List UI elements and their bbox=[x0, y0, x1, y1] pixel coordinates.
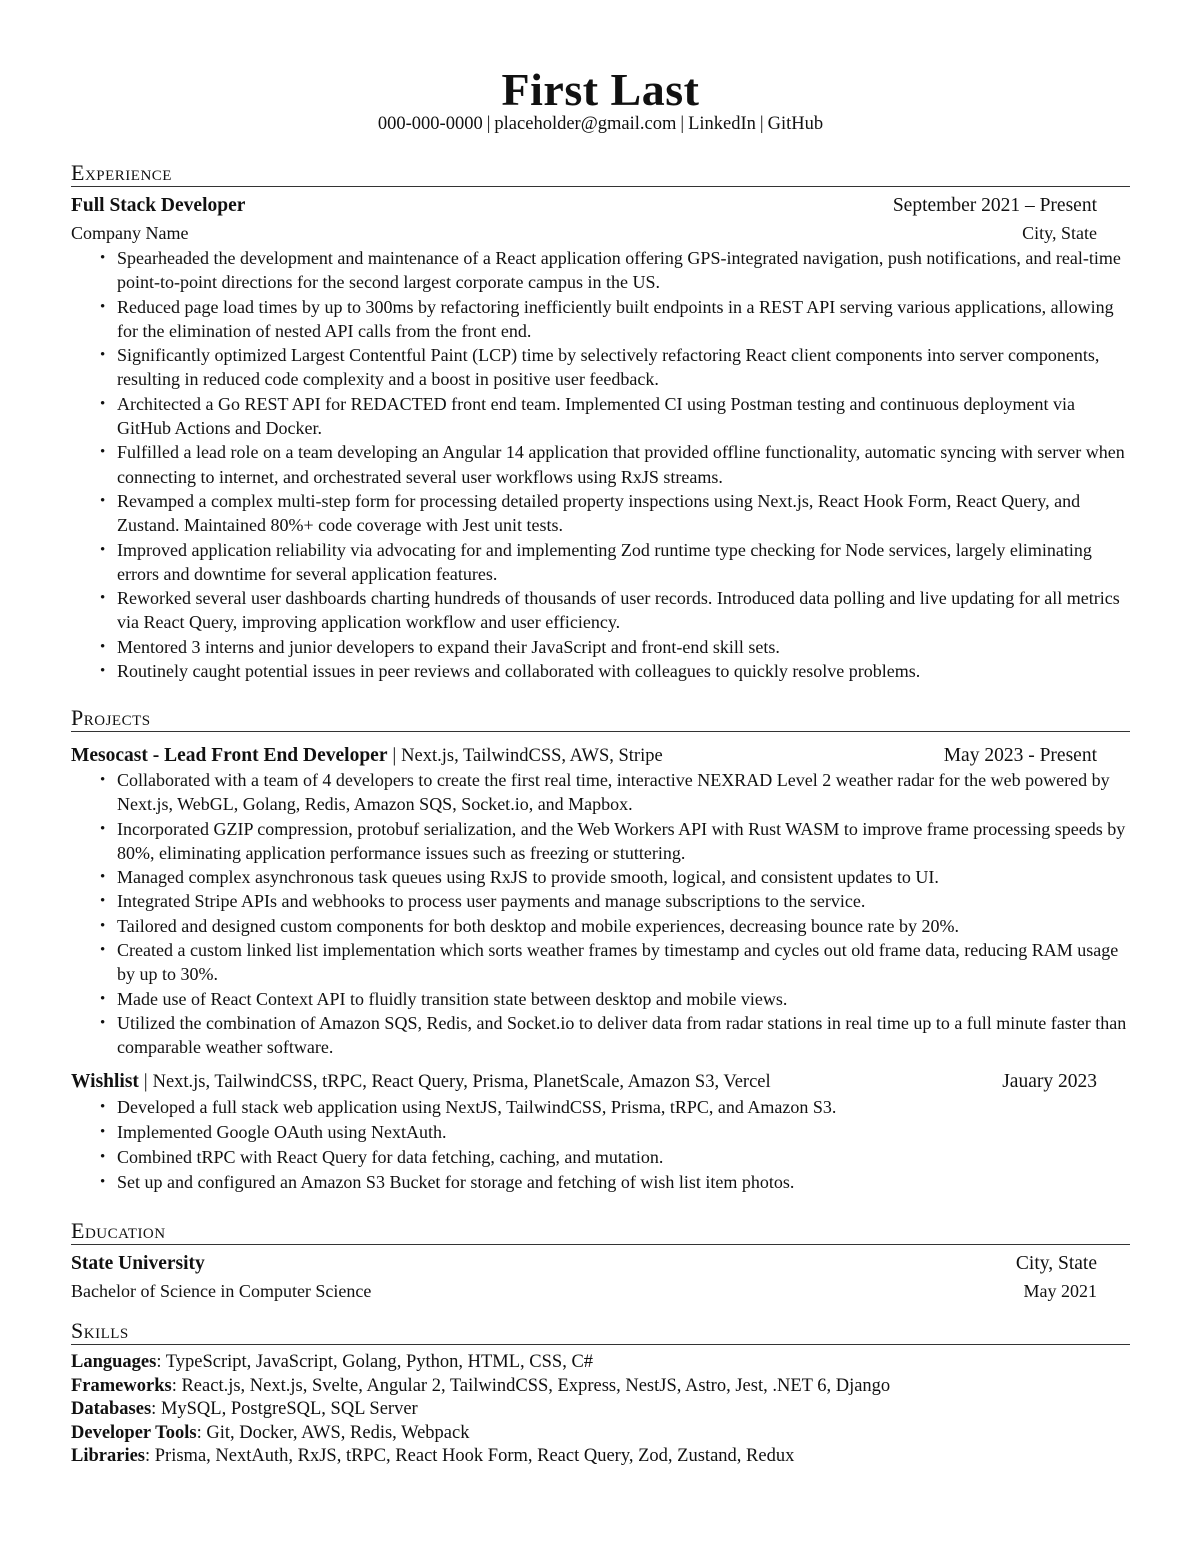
experience-section bbox=[71, 160, 1130, 683]
bullet-item: • Managed complex asynchronous task queues using RxJS to provide smooth, logical, and consistent updates to UI. bbox=[117, 865, 1130, 889]
job-role: Full Stack Developer bbox=[71, 195, 246, 216]
bullet-item: • Created a custom linked list implementation which sorts weather frames by timestamp and cycles out old frame data, reducing RAM usage by up to 30%. bbox=[117, 938, 1130, 987]
bullet-item: • Architected a Go REST API for REDACTED front end team. Implemented CI using Postman testing and continuous deployment via GitHub Actions and Docker. bbox=[117, 392, 1130, 441]
section-rule bbox=[71, 1244, 1130, 1245]
project-dates: Jauary 2023 bbox=[1002, 1070, 1097, 1092]
bullet-item: • Reduced page load times by up to 300ms by refactoring inefficiently built endpoints in a REST API serving various applications, allowing for the elimination of nested API calls from the front end. bbox=[117, 295, 1130, 344]
section-title: Education bbox=[71, 1218, 166, 1243]
bullet-item: • Significantly optimized Largest Contentful Paint (LCP) time by selectively refactoring React client components into server components, resulting in reduced code complexity and a boost in positive user feedback. bbox=[117, 343, 1130, 392]
skill-row: Databases: MySQL, PostgreSQL, SQL Server bbox=[71, 1399, 418, 1420]
skill-row: Developer Tools: Git, Docker, AWS, Redis, Webpack bbox=[71, 1422, 470, 1443]
graduation-date: May 2021 bbox=[1023, 1281, 1097, 1301]
job-dates: September 2021 – Present bbox=[892, 195, 1097, 216]
skill-row: Frameworks: React.js, Next.js, Svelte, Angular 2, TailwindCSS, Express, NestJS, Astro, Jest, .NET 6, Django bbox=[71, 1375, 891, 1396]
project-name: Mesocast - Lead Front End Developer bbox=[71, 745, 388, 766]
project-bullets bbox=[71, 1095, 1130, 1195]
bullet-item: • Utilized the combination of Amazon SQS, Redis, and Socket.io to deliver data from radar stations in real time up to a full minute faster than comparable weather software. bbox=[117, 1011, 1130, 1060]
job-header bbox=[71, 194, 1130, 218]
skill-label: Languages bbox=[71, 1352, 157, 1372]
skill-label: Libraries bbox=[71, 1446, 145, 1467]
company-name: Company Name bbox=[71, 223, 189, 243]
project-dates: May 2023 - Present bbox=[943, 745, 1097, 766]
education-header bbox=[71, 1252, 1130, 1276]
project-name: Wishlist bbox=[71, 1070, 139, 1092]
candidate-name: First Last bbox=[501, 64, 700, 115]
linkedin-link[interactable]: LinkedIn bbox=[688, 114, 756, 134]
bullet-item: • Revamped a complex multi-step form for processing detailed property inspections using Next.js, React Hook Form, React Query, and Zustand. Maintained 80%+ code coverage with Jest unit tests. bbox=[117, 489, 1130, 538]
projects-section bbox=[71, 705, 1130, 1195]
project-header bbox=[71, 744, 1130, 768]
project-tech: Next.js, TailwindCSS, tRPC, React Query, Prisma, PlanetScale, Amazon S3, Vercel bbox=[152, 1071, 771, 1092]
bullet-item: • Combined tRPC with React Query for data fetching, caching, and mutation. bbox=[117, 1145, 1130, 1170]
skill-label: Databases bbox=[71, 1399, 152, 1420]
skill-value: Prisma, NextAuth, RxJS, tRPC, React Hook Form, React Query, Zod, Zustand, Redux bbox=[154, 1446, 795, 1467]
separator: | bbox=[680, 114, 685, 134]
separator: | bbox=[392, 745, 397, 766]
project-tech: Next.js, TailwindCSS, AWS, Stripe bbox=[401, 746, 663, 766]
job-location: City, State bbox=[1022, 223, 1097, 243]
education-subheader bbox=[71, 1279, 1130, 1303]
skill-row: Libraries: Prisma, NextAuth, RxJS, tRPC, React Hook Form, React Query, Zod, Zustand, Redux bbox=[71, 1446, 795, 1467]
job-subheader bbox=[71, 221, 1130, 245]
skill-value: Git, Docker, AWS, Redis, Webpack bbox=[206, 1422, 470, 1443]
bullet-item: • Mentored 3 interns and junior developers to expand their JavaScript and front-end skill sets. bbox=[117, 635, 1130, 659]
skills-list bbox=[71, 1351, 1130, 1469]
skill-label: Developer Tools bbox=[71, 1422, 197, 1443]
school-location: City, State bbox=[1015, 1253, 1097, 1274]
github-link[interactable]: GitHub bbox=[767, 114, 824, 134]
skill-value: TypeScript, JavaScript, Golang, Python, HTML, CSS, C# bbox=[165, 1352, 594, 1372]
bullet-item: • Improved application reliability via advocating for and implementing Zod runtime type checking for Node services, largely eliminating errors and downtime for several application features. bbox=[117, 538, 1130, 587]
skill-value: MySQL, PostgreSQL, SQL Server bbox=[160, 1399, 418, 1420]
job-bullets bbox=[71, 246, 1130, 683]
bullet-item: • Tailored and designed custom components for both desktop and mobile experiences, decreasing bounce rate by 20%. bbox=[117, 914, 1130, 938]
bullet-item: • Integrated Stripe APIs and webhooks to process user payments and manage subscriptions to the service. bbox=[117, 889, 1130, 913]
skill-row: Languages: TypeScript, JavaScript, Golang, Python, HTML, CSS, C# bbox=[71, 1352, 594, 1372]
bullet-item: • Made use of React Context API to fluidly transition state between desktop and mobile views. bbox=[117, 987, 1130, 1011]
bullet-item: • Spearheaded the development and maintenance of a React application offering GPS-integrated navigation, push notifications, and real-time point-to-point directions for the second largest corporate campus in the US. bbox=[117, 246, 1130, 295]
skill-label: Frameworks bbox=[71, 1375, 172, 1396]
bullet-item: • Reworked several user dashboards charting hundreds of thousands of user records. Introduced data polling and live updating for all metrics via React Query, improving application workflow and user efficiency. bbox=[117, 586, 1130, 635]
school-name: State University bbox=[71, 1253, 205, 1274]
section-title: Projects bbox=[71, 705, 151, 730]
project-bullets bbox=[71, 768, 1130, 1060]
bullet-item: • Developed a full stack web application using NextJS, TailwindCSS, Prisma, tRPC, and Amazon S3. bbox=[117, 1095, 1130, 1120]
bullet-item: • Fulfilled a lead role on a team developing an Angular 14 application that provided offline functionality, automatic syncing with server when connecting to internet, and orchestrated several user workflows using RxJS streams. bbox=[117, 440, 1130, 489]
skill-value: React.js, Next.js, Svelte, Angular 2, TailwindCSS, Express, NestJS, Astro, Jest, .NET 6, Django bbox=[181, 1375, 891, 1396]
section-title: Skills bbox=[71, 1318, 129, 1343]
bullet-item: • Set up and configured an Amazon S3 Bucket for storage and fetching of wish list item photos. bbox=[117, 1170, 1130, 1195]
bullet-item: • Routinely caught potential issues in peer reviews and collaborated with colleagues to quickly resolve problems. bbox=[117, 659, 1130, 683]
separator: | bbox=[143, 1070, 148, 1092]
bullet-item: • Implemented Google OAuth using NextAuth. bbox=[117, 1120, 1130, 1145]
bullet-item: • Incorporated GZIP compression, protobuf serialization, and the Web Workers API with Rust WASM to improve frame processing speeds by 80%, eliminating application performance issues such as freezing or stuttering. bbox=[117, 817, 1130, 866]
project-header bbox=[71, 1070, 1130, 1094]
bullet-item: • Collaborated with a team of 4 developers to create the first real time, interactive NEXRAD Level 2 weather radar for the web powered by Next.js, WebGL, Golang, Redis, Amazon SQS, Socket.io, and Mapbox. bbox=[117, 768, 1130, 817]
separator: | bbox=[759, 114, 764, 134]
education-section bbox=[71, 1218, 1130, 1303]
phone: 000-000-0000 bbox=[377, 114, 483, 134]
email-link[interactable]: placeholder@gmail.com bbox=[494, 114, 677, 134]
separator: | bbox=[486, 114, 491, 134]
contact-line bbox=[71, 112, 1130, 136]
skills-section bbox=[71, 1318, 1130, 1469]
section-rule bbox=[71, 1344, 1130, 1345]
degree: Bachelor of Science in Computer Science bbox=[71, 1281, 372, 1301]
section-rule bbox=[71, 186, 1130, 187]
section-title: Experience bbox=[71, 160, 172, 185]
section-rule bbox=[71, 731, 1130, 732]
